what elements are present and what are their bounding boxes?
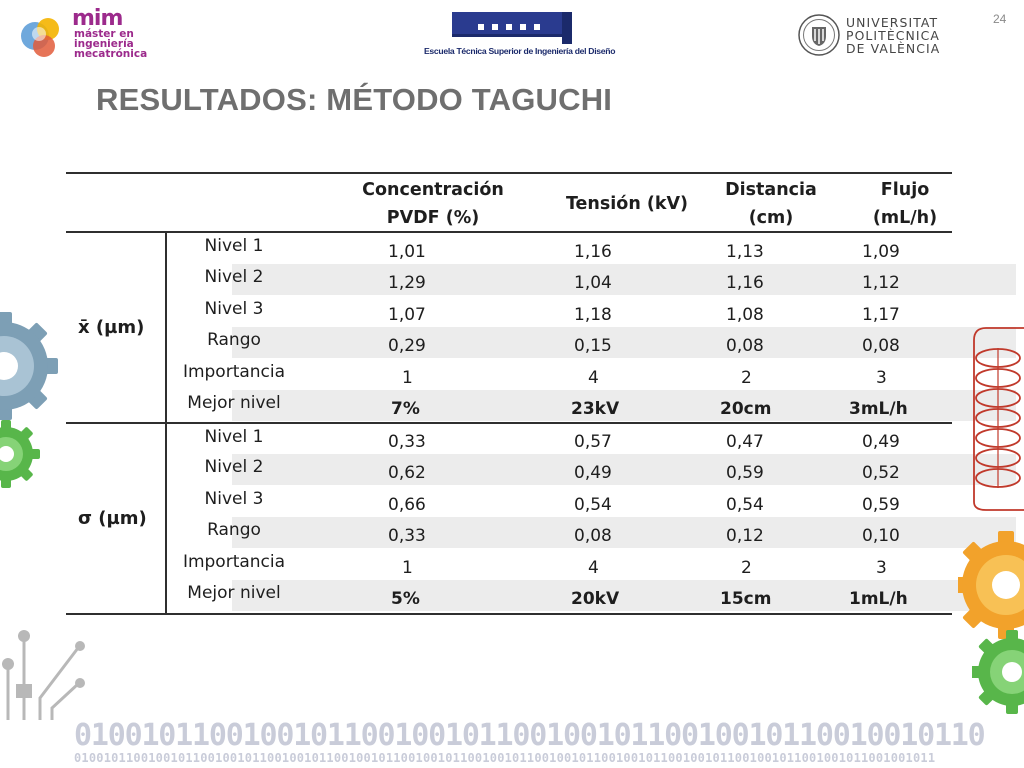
coil-icon [966,322,1024,514]
column-header [850,176,960,232]
table-cell: 1,17 [862,305,900,325]
row-label: Nivel 1 [204,236,264,256]
row-label: Rango [207,330,261,350]
table-cell: 1,13 [726,242,764,262]
mim-logo-line1: máster en [74,28,134,40]
table-cell: 3mL/h [849,399,908,419]
mim-logo-big-text: mim [72,6,123,31]
green-gear-right-icon [972,628,1024,716]
table-cell: 0,66 [388,495,426,515]
row-label: Nivel 1 [204,427,264,447]
column-header-line: Concentración [362,180,504,200]
row-label: Rango [207,520,261,540]
mim-logo-line3: mecatrónica [74,48,148,60]
upv-line3: DE VALÈNCIA [846,41,941,56]
row-label: Mejor nivel [187,393,281,413]
row-label: Nivel 2 [204,267,264,287]
row-label: Nivel 3 [204,489,264,509]
table-cell: 5% [391,589,420,609]
table-cell: 1,04 [574,273,612,293]
slide-title: RESULTADOS: MÉTODO TAGUCHI [96,82,613,117]
column-header-line: PVDF (%) [386,208,480,228]
etsid-label: Escuela Técnica Superior de Ingeniería del Diseño [424,46,616,56]
table-cell: 1,16 [574,242,612,262]
table-cell: 0,52 [862,463,900,483]
blue-gear-icon [0,310,60,422]
table-cell: 20kV [571,589,620,609]
table-cell: 2 [741,368,752,388]
table-cell: 1,08 [726,305,764,325]
binary-decoration-small: 01001011001001011001001011001001011001001011001001011001001011001001011001001011001001011001001011001001011001001011 [74,751,936,765]
table-cell: 0,08 [574,526,612,546]
table-cell: 1 [402,558,413,578]
table-cell: 1,16 [726,273,764,293]
etsid-mark-icon [452,12,572,44]
table-cell: 0,49 [862,432,900,452]
row-label: Nivel 2 [204,457,264,477]
group-label-sigma: σ (µm) [78,508,147,529]
table-cell: 1,29 [388,273,426,293]
table-cell: 0,47 [726,432,764,452]
table-cell: 1 [402,368,413,388]
mim-logo [18,6,148,66]
table-cell: 3 [876,368,887,388]
table-cell: 0,54 [726,495,764,515]
table-cell: 0,08 [862,336,900,356]
table-cell: 0,33 [388,432,426,452]
table-cell: 0,08 [726,336,764,356]
table-cell: 0,54 [574,495,612,515]
mim-logo-line2: ingeniería [74,38,134,50]
column-header-line: (mL/h) [872,208,938,228]
table-cell: 1,09 [862,242,900,262]
table-cell: 0,29 [388,336,426,356]
orange-gear-icon [958,530,1024,640]
table-cell: 1,07 [388,305,426,325]
group-label-mean: x̄ (µm) [78,317,145,338]
column-header-line: Flujo [880,180,930,200]
table-cell: 4 [588,558,599,578]
table-group-rule [66,422,952,424]
column-header-line: Tensión (kV) [565,194,689,214]
table-cell: 1,12 [862,273,900,293]
table-cell: 0,57 [574,432,612,452]
table-vertical-rule [165,233,167,422]
binary-decoration-large: 010010110010010110010010110010010110010010110010010110 [74,720,985,752]
table-top-rule [66,172,952,174]
row-label: Mejor nivel [187,583,281,603]
table-cell: 1,18 [574,305,612,325]
circuit-traces-icon [0,628,90,720]
table-cell: 0,59 [726,463,764,483]
mim-logo-subtitle [74,29,154,59]
upv-text [846,16,940,55]
results-table [66,172,952,616]
table-cell: 3 [876,558,887,578]
etsid-logo [424,12,616,60]
row-label: Nivel 3 [204,299,264,319]
table-cell: 0,33 [388,526,426,546]
column-header-line: (cm) [748,208,794,228]
table-cell: 20cm [720,399,772,419]
table-cell: 1,01 [388,242,426,262]
table-cell: 0,49 [574,463,612,483]
column-header [542,190,712,218]
green-gear-icon [0,418,40,490]
upv-seal-icon [798,14,840,56]
upv-line2: POLITÈCNICA [846,28,940,43]
table-cell: 0,59 [862,495,900,515]
table-cell: 7% [391,399,420,419]
table-cell: 0,62 [388,463,426,483]
column-header-line: Distancia [725,180,817,200]
upv-line1: UNIVERSITAT [846,15,939,30]
table-bottom-rule [66,613,952,615]
slide-number: 24 [993,12,1007,26]
table-cell: 0,15 [574,336,612,356]
table-cell: 23kV [571,399,620,419]
table-cell: 4 [588,368,599,388]
upv-logo [798,12,948,60]
column-header [706,176,836,232]
table-cell: 1mL/h [849,589,908,609]
row-label: Importancia [182,552,286,572]
table-vertical-rule [165,424,167,613]
table-cell: 15cm [720,589,772,609]
row-label: Importancia [182,362,286,382]
table-cell: 0,12 [726,526,764,546]
table-cell: 0,10 [862,526,900,546]
column-header [338,176,528,232]
mim-logo-mark-icon [18,12,74,60]
table-cell: 2 [741,558,752,578]
